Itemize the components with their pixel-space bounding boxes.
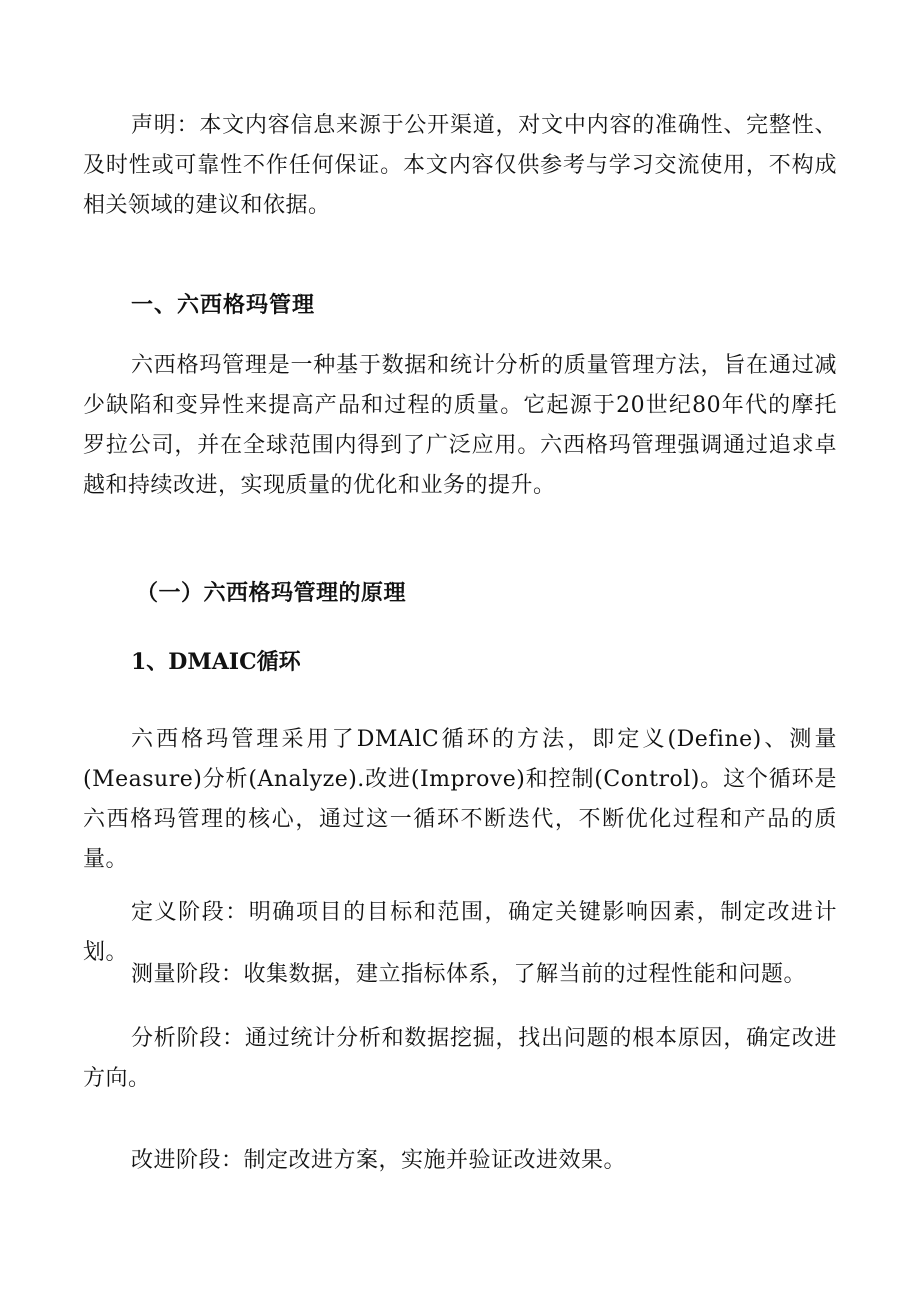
subsection-title: （一）六西格玛管理的原理 (136, 580, 407, 606)
improve-phase-paragraph: 改进阶段：制定改进方案，实施并验证改进效果。 (131, 1148, 627, 1173)
define-phase-paragraph: 定义阶段：明确项目的目标和范围，确定关键影响因素，制定改进计划。 (83, 900, 837, 965)
item-title: 1、DMAIC循环 (131, 649, 301, 675)
disclaimer-paragraph: 声明：本文内容信息来源于公开渠道，对文中内容的准确性、完整性、及时性或可靠性不作任何保证。本文内容仅供参考与学习交流使用，不构成相关领域的建议和依据。 (83, 113, 837, 218)
section-title: 一、六西格玛管理 (131, 292, 316, 318)
intro-paragraph: 六西格玛管理是一种基于数据和统计分析的质量管理方法，旨在通过减少缺陷和变异性来提高产品和过程的质量。它起源于20世纪80年代的摩托罗拉公司，并在全球范围内得到了广泛应用。六西格玛管理强调通过追求卓越和持续改进，实现质量的优化和业务的提升。 (83, 353, 837, 498)
measure-phase-paragraph: 测量阶段：收集数据，建立指标体系，了解当前的过程性能和问题。 (131, 962, 807, 987)
analyze-phase-paragraph: 分析阶段：通过统计分析和数据挖掘，找出问题的根本原因，确定改进方向。 (83, 1026, 837, 1091)
dmaic-paragraph: 六西格玛管理采用了DMAlC循环的方法，即定义(Define)、测量(Measure)分析(Analyze).改进(Improve)和控制(Control)。这个循环是六西格玛管理的核心，通过这一循环不断迭代，不断优化过程和产品的质量。 (83, 727, 837, 872)
